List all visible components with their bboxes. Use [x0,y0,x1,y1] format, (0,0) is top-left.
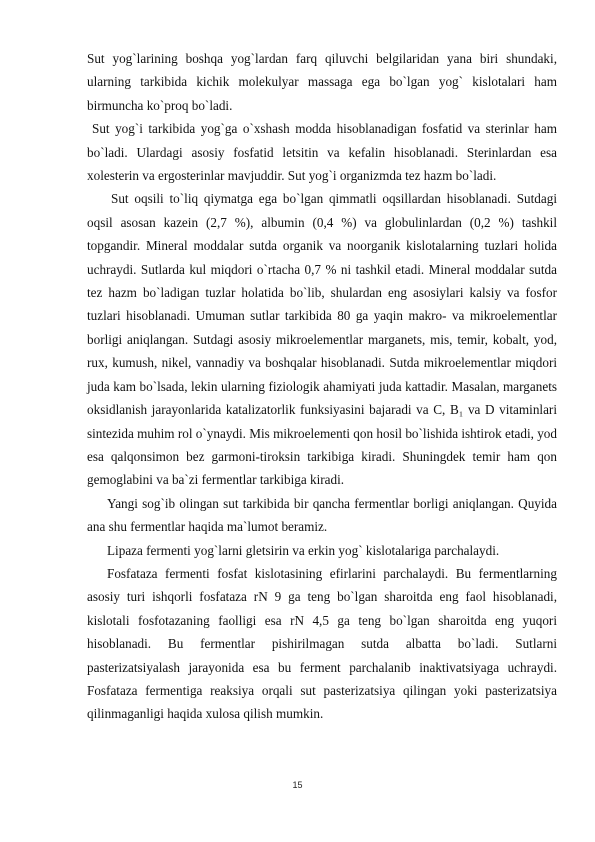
paragraph: Sut yog`i tarkibida yog`ga o`xshash modda hisoblanadigan fosfatid va sterinlar ham bo`ladi. Ulardagi asosiy fosfatid letsitin va kefalin hisoblanadi. Sterinlardan esa xolesterin va ergosterinlar mavjuddir. Sut yog`i organizmda tez hazm bo`ladi. [87,121,557,184]
paragraph: Sut oqsili to`liq qiymatga ega bo`lgan qimmatli oqsillardan hisoblanadi. Sutdagi oqsil asosan kazein (2,7 %), albumin (0,4 %) va globulinlardan (0,2 %) tashkil topgandir. Mineral moddalar sutda organik va noorganik kislotalarning tuzlari holida uchraydi. Sutlarda kul miqdori o`rtacha 0,7 % ni tashkil etadi. Mineral moddalar sutda tez hazm bo`ladigan tuzlar holatida bo`lib, shulardan eng asosiylari kalsiy va fosfor tuzlari hisoblanadi. Umuman sutlar tarkibida 80 ga yaqin makro- va mikroelementlar borligi aniqlangan. Sutdagi asosiy mikroelementlar marganets, mis, temir, kobalt, yod, rux, kumush, nikel, vannadiy va boshqalar hisoblanadi. Sutda mikroelementlar miqdori juda kam bo`lsada, lekin ularning fiziologik ahamiyati juda kattadir. Masalan, marganets oksidlanish jarayonlarida katalizatorlik funksiyasini bajaradi va C, B₁ va D vitaminlari sintezida muhim rol o`ynaydi. Mis mikroelementi qon hosil bo`lishida ishtirok etadi, yod esa qalqonsimon bez garmoni-tiroksin tarkibiga kiradi. Shuningdek temir ham qon gemoglabini va ba`zi fermentlar tarkibiga kiradi. [87,191,557,488]
paragraph: Sut yog`larining boshqa yog`lardan farq qiluvchi belgilaridan yana biri shundaki, ularning tarkibida kichik molekulyar massaga ega bo`lgan yog` kislotalari ham birmuncha ko`proq bo`ladi. [87,51,557,113]
paragraph: Lipaza fermenti yog`larni gletsirin va erkin yog` kislotalariga parchalaydi. [107,542,500,558]
paragraph: Fosfataza fermenti fosfat kislotasining efirlarini parchalaydi. Bu fermentlarning asosiy turi ishqorli fosfataza rN 9 ga teng bo`lgan sharoitda eng faol hisoblanadi, kislotali fosfotazaning faolligi esa rN 4,5 ga teng bo`lgan sharoitda eng yuqori hisoblanadi. Bu fermentlar pishirilmagan sutda albatta bo`ladi. Sutlarni pasterizatsiyalash jarayonida esa bu ferment parchalanib inaktivatsiyaga uchraydi. Fosfataza fermentiga reaksiya orqali sut pasterizatsiya qilingan yoki pasterizatsiya qilinmaganligi haqida xulosa qilish mumkin. [87,565,557,722]
page-number: 15 [292,780,303,790]
paragraph: Yangi sog`ib olingan sut tarkibida bir qancha fermentlar borligi aniqlangan. Quyida ana shu fermentlar haqida ma`lumot beramiz. [87,495,557,535]
document-body [87,47,557,726]
